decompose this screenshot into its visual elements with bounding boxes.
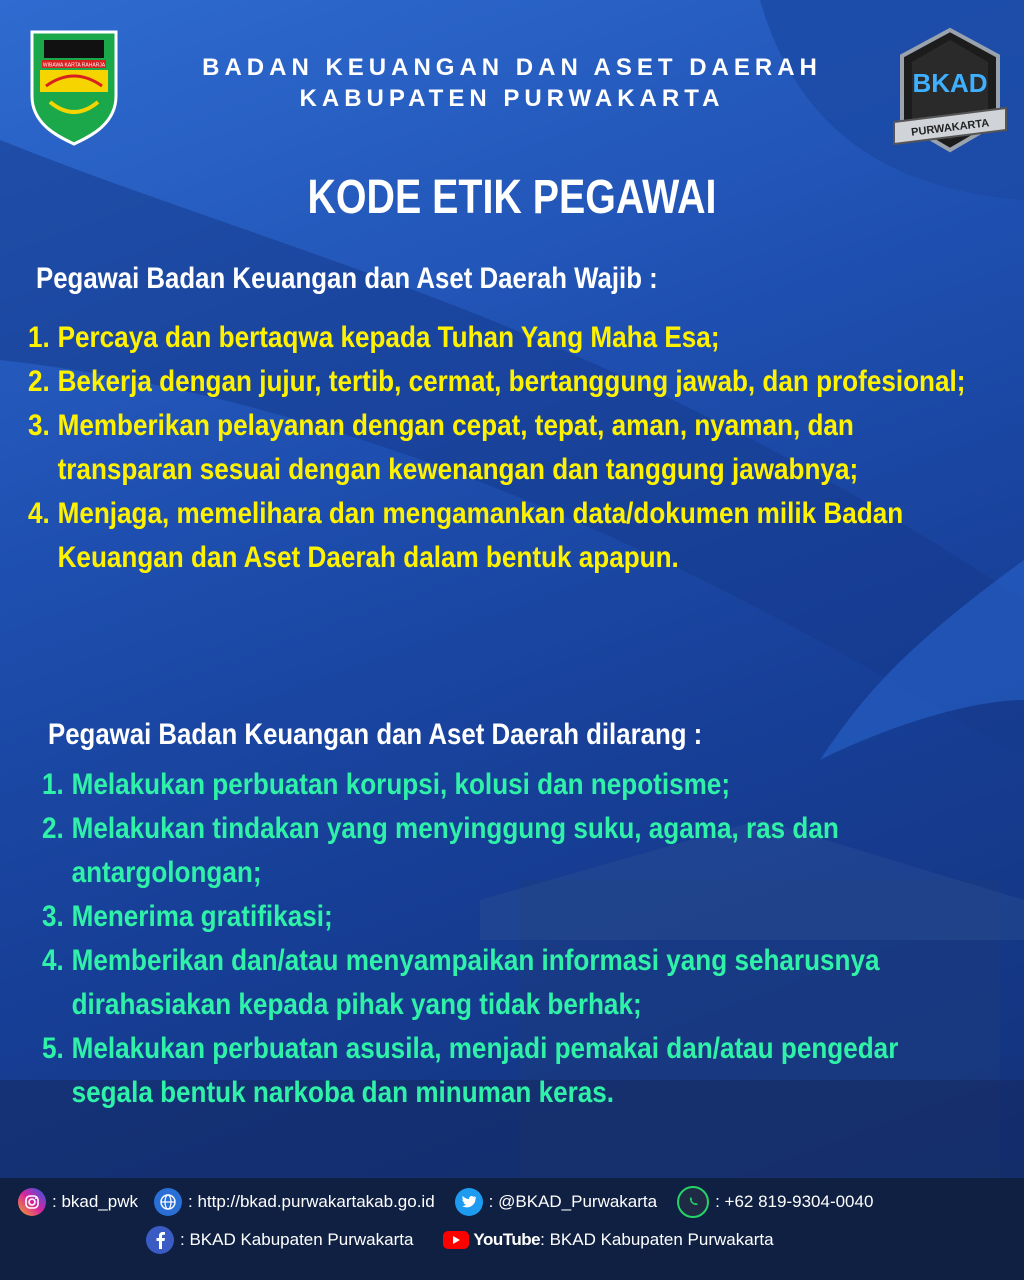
list-item	[42, 1027, 959, 1115]
dilarang-list	[42, 763, 982, 1115]
page-title: KODE ETIK PEGAWAI	[307, 171, 717, 224]
youtube-icon[interactable]	[443, 1231, 469, 1249]
organization-line-2: KABUPATEN PURWAKARTA	[299, 85, 725, 112]
twitter-icon[interactable]	[455, 1188, 483, 1216]
organization-line-1: BADAN KEUANGAN DAN ASET DAERAH	[202, 54, 822, 81]
bkad-logo-text: BKAD	[912, 68, 988, 98]
bkad-logo	[890, 26, 1010, 166]
facebook-icon[interactable]	[146, 1226, 174, 1254]
wajib-heading: Pegawai Badan Keuangan dan Aset Daerah Wajib :	[36, 262, 658, 295]
footer-row-2	[146, 1226, 774, 1254]
wajib-list	[28, 316, 976, 580]
contact-footer	[0, 1178, 1024, 1280]
globe-icon[interactable]	[154, 1188, 182, 1216]
emblem-motto: WIBAWA KARTA RAHARJA	[42, 62, 106, 69]
list-item-number: 5.	[42, 1032, 64, 1065]
list-item	[28, 404, 980, 492]
list-item-text: Menerima gratifikasi;	[71, 900, 333, 933]
instagram-icon[interactable]	[18, 1188, 46, 1216]
list-item-number: 1.	[28, 321, 50, 354]
list-item	[28, 492, 1006, 580]
facebook-page[interactable]: : BKAD Kabupaten Purwakarta	[180, 1230, 414, 1249]
list-item	[42, 939, 994, 1027]
list-item-number: 4.	[28, 497, 50, 530]
list-item-text: Melakukan perbuatan asusila, menjadi pemakai dan/atau pengedar segala bentuk narkoba dan minuman keras.	[71, 1032, 899, 1109]
website-link[interactable]: : http://bkad.purwakartakab.go.id	[188, 1192, 435, 1211]
list-item-text: Melakukan tindakan yang menyinggung suku, agama, ras dan antargolongan;	[71, 812, 839, 889]
youtube-channel[interactable]: : BKAD Kabupaten Purwakarta	[540, 1230, 774, 1249]
list-item-text: Percaya dan bertaqwa kepada Tuhan Yang Maha Esa;	[57, 321, 720, 354]
list-item-text: Melakukan perbuatan korupsi, kolusi dan nepotisme;	[71, 768, 731, 801]
organization-name	[150, 52, 874, 114]
list-item-text: Bekerja dengan jujur, tertib, cermat, bertanggung jawab, dan profesional;	[57, 365, 966, 398]
list-item	[42, 895, 982, 939]
instagram-handle[interactable]: : bkad_pwk	[52, 1192, 138, 1211]
whatsapp-number[interactable]: : +62 819-9304-0040	[715, 1192, 874, 1211]
list-item	[28, 316, 976, 360]
list-item	[42, 763, 982, 807]
youtube-brand: YouTube	[473, 1230, 541, 1249]
bkad-logo-subtext: PURWAKARTA	[910, 117, 990, 139]
list-item-number: 3.	[28, 409, 50, 442]
list-item	[28, 360, 980, 404]
list-item-number: 2.	[28, 365, 50, 398]
footer-row-1	[18, 1186, 873, 1218]
dilarang-heading: Pegawai Badan Keuangan dan Aset Daerah dilarang :	[48, 718, 703, 751]
list-item-number: 3.	[42, 900, 64, 933]
whatsapp-icon[interactable]	[677, 1186, 709, 1218]
list-item-text: Menjaga, memelihara dan mengamankan data/dokumen milik Badan Keuangan dan Aset Daerah dalam bentuk apapun.	[57, 497, 904, 574]
twitter-handle[interactable]: : @BKAD_Purwakarta	[488, 1192, 658, 1211]
list-item	[42, 807, 1011, 895]
purwakarta-emblem-logo	[26, 26, 122, 146]
list-item-number: 2.	[42, 812, 64, 845]
list-item-text: Memberikan dan/atau menyampaikan informasi yang seharusnya dirahasiakan kepada pihak yang tidak berhak;	[71, 944, 880, 1021]
list-item-number: 4.	[42, 944, 64, 977]
list-item-text: Memberikan pelayanan dengan cepat, tepat, aman, nyaman, dan transparan sesuai dengan kewenangan dan tanggung jawabnya;	[57, 409, 859, 486]
list-item-number: 1.	[42, 768, 64, 801]
